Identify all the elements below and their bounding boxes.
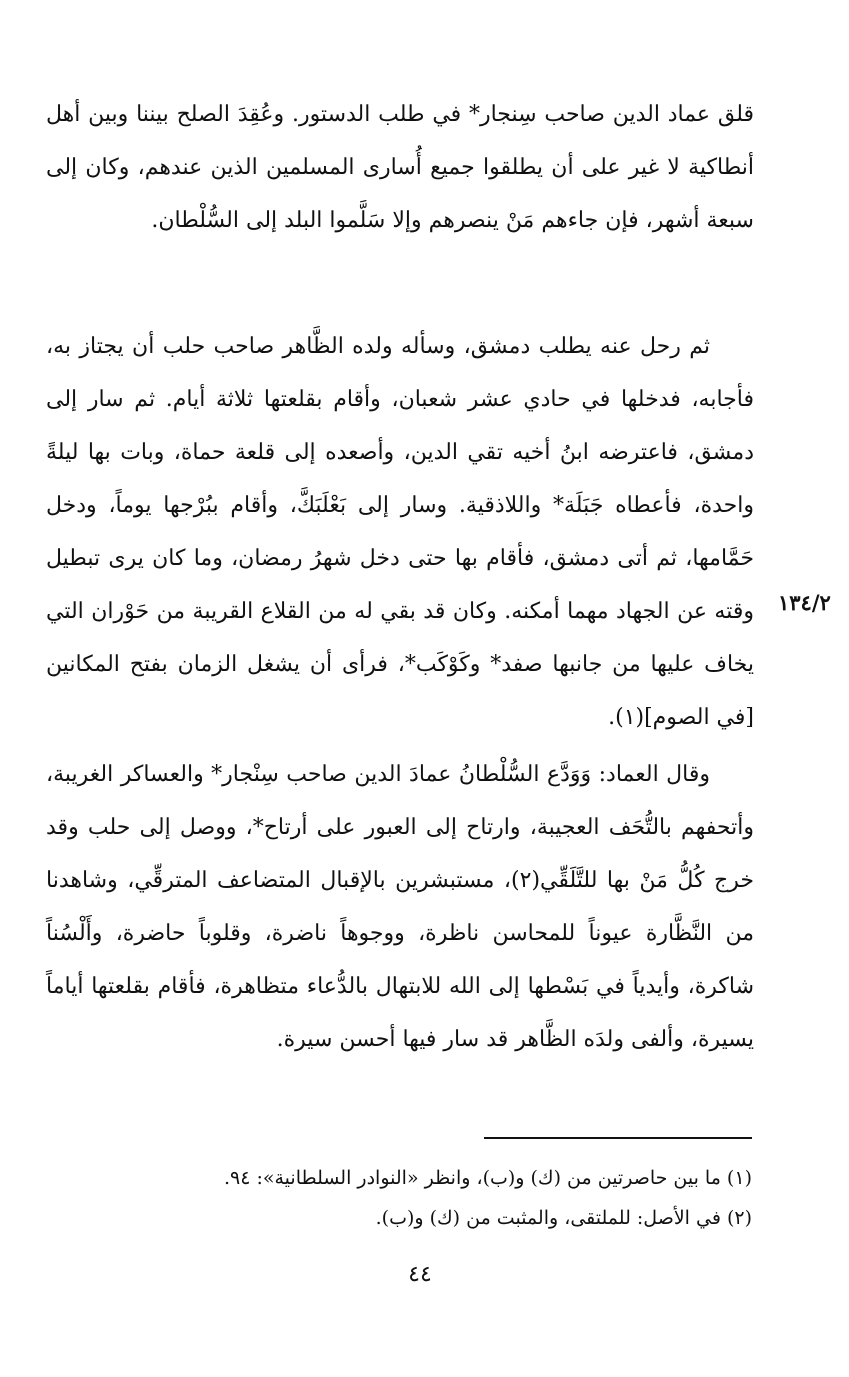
footnote-divider xyxy=(484,1137,752,1139)
page-number: ٤٤ xyxy=(408,1262,432,1287)
paragraph-text: ثم رحل عنه يطلب دمشق، وسأله ولده الظَّاهر صاحب حلب أن يجتاز به، فأجابه، فدخلها في حادي عشر شعبان، وأقام بقلعتها ثلاثة أيام. ثم سار إلى دمشق، فاعترضه ابنُ أخيه تقي الدين، وأصعده إلى قلعة حماة، وبات بها ليلةً واحدة، فأعطاه جَبَلَة* واللاذقية. وسار إلى بَعْلَبَكَّ، وأقام ببُرْجها يوماً، ودخل حَمَّامها، ثم أتى دمشق، فأقام بها حتى دخل شهرُ رمضان، وما كان يرى تبطيل وقته عن الجهاد مهما أمكنه. وكان قد بقي له من القلاع القريبة من حَوْران التي يخاف عليها من جانبها صفد* وكَوْكَب*، فرأى أن يشغل الزمان بفتح المكانين [في الصوم](١). xyxy=(46,334,754,730)
body-paragraph-1 xyxy=(46,88,754,247)
footnote-1: (١) ما بين حاصرتين من (ك) و(ب)، وانظر «النوادر السلطانية»: ٩٤. xyxy=(223,1167,752,1189)
paragraph-text: وقال العماد: وَوَدَّع السُّلْطانُ عمادَ الدين صاحب سِنْجار* والعساكر الغريبة، وأتحفهم بالتُّحَف العجيبة، وارتاح إلى العبور على أرتاح*، ووصل إلى حلب وقد خرج كُلُّ مَنْ بها للتَّلَقِّي(٢)، مستبشرين بالإقبال المتضاعف المترقِّي، وشاهدنا من النَّظَّارة عيوناً للمحاسن ناظرة، ووجوهاً ناضرة، وقلوباً حاضرة، وأَلْسُناً شاكرة، وأيدياً في بَسْطها إلى الله للابتهال بالدُّعاء متظاهرة، فأقام بقلعتها أياماً يسيرة، وألفى ولدَه الظَّاهر قد سار فيها أحسن سيرة. xyxy=(46,762,754,1052)
footnote-2: (٢) في الأصل: للملتقى، والمثبت من (ك) و(ب). xyxy=(375,1207,752,1229)
body-paragraph-3 xyxy=(46,748,754,1066)
margin-reference: ١٣٤/٢ xyxy=(778,590,831,615)
footnotes xyxy=(120,1158,752,1238)
body-paragraph-2 xyxy=(46,320,754,744)
paragraph-text: قلق عماد الدين صاحب سِنجار* في طلب الدستور. وعُقِدَ الصلح بيننا وبين أهل أنطاكية لا غير على أن يطلقوا جميع أُسارى المسلمين الذين عندهم، وكان إلى سبعة أشهر، فإن جاءهم مَنْ ينصرهم وإلا سَلَّموا البلد إلى السُّلْطان. xyxy=(46,102,754,233)
